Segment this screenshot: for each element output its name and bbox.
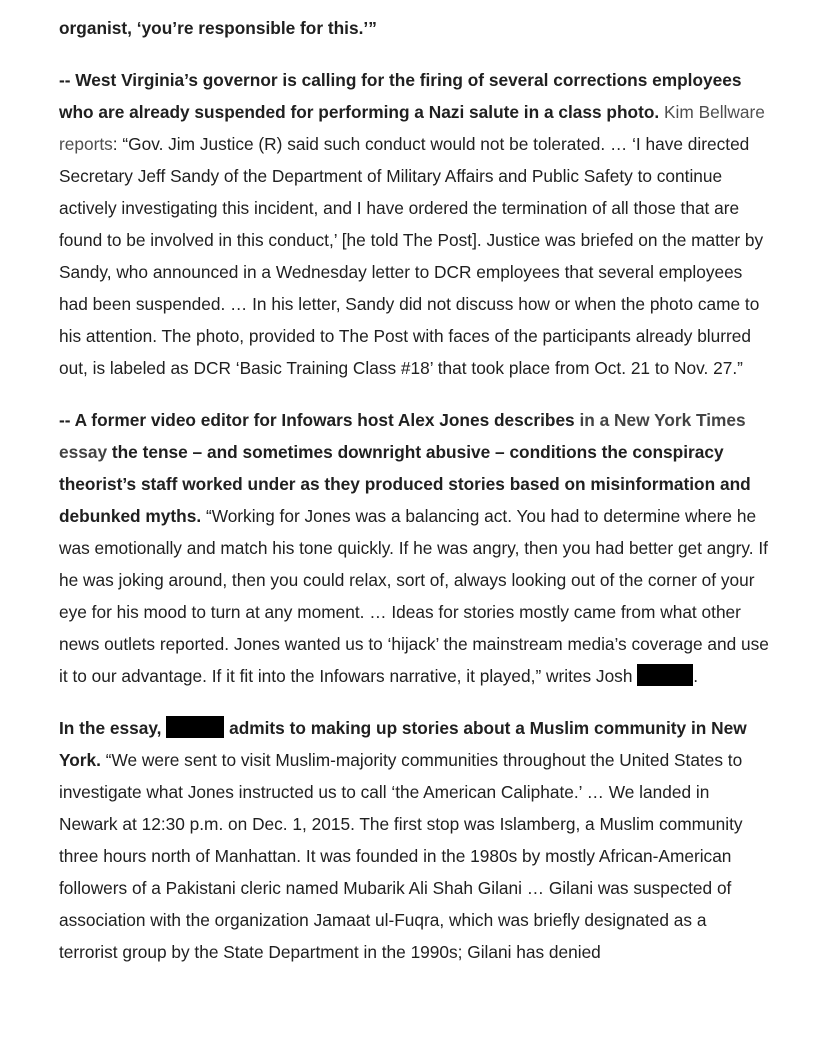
west-virginia-headline: -- West Virginia’s governor is calling for the firing of several corrections employees who are already suspended for performing a Nazi salute in a class photo. [59,70,742,122]
infowars-headline-part1: -- A former video editor for Infowars host Alex Jones describes [59,410,575,430]
paragraph-infowars [59,404,769,692]
infowars-body: “Working for Jones was a balancing act. You had to determine where he was emotionally and match his tone quickly. If he was angry, then you had better get angry. If he was joking around, then you could relax, sort of, always looking out of the corner of your eye for his mood to turn at any moment. … Ideas for stories mostly came from what other news outlets reported. Jones wanted us to ‘hijack’ the mainstream media’s coverage and use it to our advantage. If it fit into the Infowars narrative, it played,” writes Josh [59,506,769,686]
nyt-essay-link[interactable]: in a New York Times essay [59,410,746,462]
redaction-bar [637,664,693,686]
infowars-body-end: . [693,666,699,686]
infowars-headline-part2: the tense – and sometimes downright abusive – conditions the conspiracy theorist’s staff worked under as they produced stories based on misinformation and debunked myths. [59,442,751,526]
paragraph-quote-ending [59,12,769,44]
redaction-bar [166,716,224,738]
essay-headline-part2: admits to making up stories about a Muslim community in New York. [59,718,747,770]
paragraph-west-virginia [59,64,769,384]
quote-ending-text: organist, ‘you’re responsible for this.’” [59,18,377,38]
essay-body: “We were sent to visit Muslim-majority communities throughout the United States to investigate what Jones instructed us to call ‘the American Caliphate.’ … We landed in Newark at 12:30 p.m. on Dec. 1, 2015. The first stop was Islamberg, a Muslim community three hours north of Manhattan. It was founded in the 1980s by mostly African-American followers of a Pakistani cleric named Mubarik Ali Shah Gilani … Gilani was suspected of association with the organization Jamaat ul-Fuqra, which was briefly designated as a terrorist group by the State Department in the 1990s; Gilani has denied [59,750,743,962]
kim-bellware-link[interactable]: Kim Bellware reports [59,102,765,154]
essay-headline-part1: In the essay, [59,718,162,738]
paragraph-essay [59,712,769,968]
document-page [59,12,769,988]
west-virginia-body: : “Gov. Jim Justice (R) said such conduct would not be tolerated. … ‘I have directed Secretary Jeff Sandy of the Department of Military Affairs and Public Safety to continue actively investigating this incident, and I have ordered the termination of all those that are found to be involved in this conduct,’ [he told The Post]. Justice was briefed on the matter by Sandy, who announced in a Wednesday letter to DCR employees that several employees had been suspended. … In his letter, Sandy did not discuss how or when the photo came to his attention. The photo, provided to The Post with faces of the participants already blurred out, is labeled as DCR ‘Basic Training Class #18’ that took place from Oct. 21 to Nov. 27.” [59,134,764,378]
